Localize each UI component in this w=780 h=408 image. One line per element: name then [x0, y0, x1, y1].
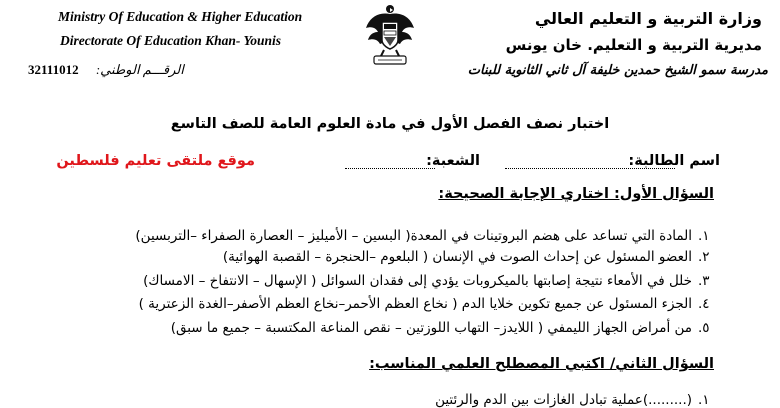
- q1-item-number: ٣.: [698, 273, 710, 289]
- q1-item-number: ٥.: [698, 320, 710, 336]
- exam-title: اختبار نصف الفصل الأول في مادة العلوم العامة للصف التاسع: [170, 116, 610, 132]
- q1-item-number: ١.: [698, 228, 710, 244]
- q2-item: [435, 392, 714, 408]
- national-id-number: 32111012: [28, 62, 79, 77]
- q1-item-number: ٤.: [698, 296, 710, 312]
- national-id-label: الرقـــم الوطني:: [95, 62, 184, 77]
- ministry-name-ar: وزارة التربية و التعليم العالي: [534, 9, 762, 28]
- school-name-ar: مدرسة سمو الشيخ حمدين خليفة آل ثاني الثانوية للبنات: [467, 63, 768, 78]
- q1-item-text: العضو المسئول عن إحداث الصوت في الإنسان ( البلعوم –الحنجرة – القصبة الهوائية): [222, 249, 692, 265]
- directorate-name-ar: مديرية التربية و التعليم. خان يونس: [505, 36, 762, 54]
- q1-item: [223, 249, 714, 265]
- section-label: الشعبة:: [426, 153, 480, 169]
- q1-item: [143, 273, 714, 289]
- q1-item: [139, 296, 714, 312]
- directorate-name-en: Directorate Of Education Khan- Younis: [60, 33, 282, 48]
- q1-item-text: المادة التي تساعد على هضم البروتينات في المعدة( البسين – الأميليز – العصارة الصفراء –التربسين): [135, 228, 692, 244]
- palestine-emblem-logo: [362, 0, 418, 68]
- national-id: [28, 62, 184, 78]
- q1-item-text: من أمراض الجهاز الليمفي ( اللايدز– التهاب اللوزتين – نقص المناعة المكتسبة – جميع ما سبق): [170, 320, 692, 336]
- q2-item-text: عملية تبادل الغازات بين الدم والرئتين: [435, 392, 643, 408]
- q1-item-text: الجزء المسئول عن جميع تكوين خلايا الدم ( نخاع العظم الأحمر–نخاع العظم الأصفر–الغدة الزعترية ): [138, 296, 692, 312]
- student-name-line: [505, 168, 675, 169]
- site-name: موقع ملتقى تعليم فلسطين: [56, 153, 255, 169]
- q2-heading: السؤال الثاني/ اكتبي المصطلح العلمي المناسب:: [369, 356, 714, 372]
- q1-item-text: خلل في الأمعاء نتيجة إصابتها بالميكروبات يؤدي إلى فقدان السوائل ( الإسهال – الانتفاخ – الامساك): [143, 273, 692, 289]
- section-line: [345, 168, 435, 169]
- q2-item-paren: (.........): [642, 392, 692, 408]
- ministry-name-en: Ministry Of Education & Higher Education: [58, 9, 303, 24]
- q1-item: [135, 228, 714, 244]
- q1-heading: السؤال الأول: اختاري الإجابة الصحيحة:: [438, 186, 714, 202]
- q1-item-number: ٢.: [698, 249, 710, 265]
- q1-item: [171, 320, 714, 336]
- student-name-label: اسم الطالبة:: [628, 153, 720, 169]
- q2-item-number: ١.: [698, 392, 710, 408]
